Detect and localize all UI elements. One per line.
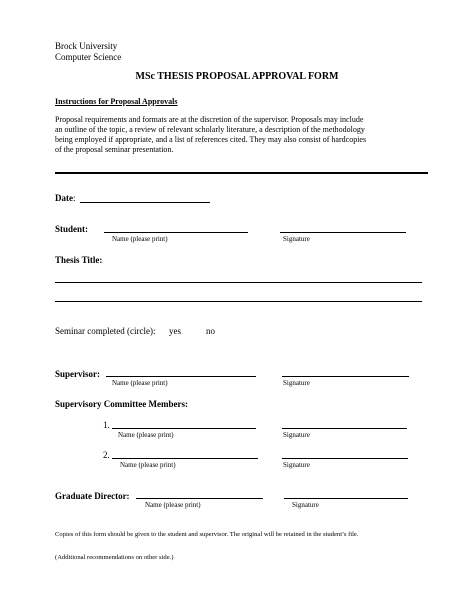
member-2-number: 2.	[103, 450, 110, 460]
member-2-name-field[interactable]	[112, 458, 258, 459]
instructions-paragraph	[55, 115, 425, 155]
supervisor-name-field[interactable]	[106, 376, 256, 377]
thesis-title-field-1[interactable]	[55, 282, 422, 283]
supervisor-label: Supervisor:	[55, 369, 100, 379]
instructions-line: Proposal requirements and formats are at the discretion of the supervisor. Proposals may include	[55, 115, 364, 124]
member-2-signature-field[interactable]	[282, 458, 408, 459]
section-divider	[55, 172, 428, 174]
member-1-signature-field[interactable]	[282, 428, 407, 429]
thesis-title-label: Thesis Title:	[55, 255, 103, 265]
instructions-line: being employed if appropriate, and a list of references cited. They may also consist of hardcopies	[55, 135, 367, 144]
date-label: Date	[55, 193, 73, 203]
member-2-signature-caption: Signature	[283, 461, 310, 469]
instructions-heading: Instructions for Proposal Approvals	[55, 97, 178, 106]
graduate-director-name-caption: Name (please print)	[145, 501, 201, 509]
member-1-name-field[interactable]	[112, 428, 256, 429]
student-signature-field[interactable]	[280, 232, 406, 233]
form-title: MSc THESIS PROPOSAL APPROVAL FORM	[135, 71, 339, 82]
date-field[interactable]	[80, 202, 210, 203]
supervisor-signature-caption: Signature	[283, 379, 310, 387]
supervisor-name-caption: Name (please print)	[112, 379, 168, 387]
graduate-director-signature-caption: Signature	[292, 501, 319, 509]
student-name-field[interactable]	[104, 232, 248, 233]
member-2-name-caption: Name (please print)	[120, 461, 176, 469]
graduate-director-signature-field[interactable]	[284, 498, 408, 499]
graduate-director-label: Graduate Director:	[55, 491, 130, 501]
copies-note: Copies of this form should be given to the student and supervisor. The original will be retained in the student’s file.	[55, 531, 359, 538]
instructions-line: an outline of the topic, a review of relevant scholarly literature, a description of the methodology	[55, 125, 365, 134]
date-row	[55, 193, 76, 204]
additional-note: (Additional recommendations on other side.)	[55, 554, 174, 561]
thesis-title-field-2[interactable]	[55, 301, 422, 302]
member-1-signature-caption: Signature	[283, 431, 310, 439]
graduate-director-name-field[interactable]	[136, 498, 263, 499]
university-name: Brock University	[55, 41, 118, 51]
supervisor-signature-field[interactable]	[282, 376, 409, 377]
date-colon: :	[73, 193, 76, 203]
member-1-name-caption: Name (please print)	[118, 431, 174, 439]
member-1-number: 1.	[103, 420, 110, 430]
student-name-caption: Name (please print)	[112, 235, 168, 243]
student-signature-caption: Signature	[283, 235, 310, 243]
instructions-line: of the proposal seminar presentation.	[55, 145, 174, 154]
committee-label: Supervisory Committee Members:	[55, 399, 188, 409]
seminar-no-option[interactable]: no	[206, 326, 215, 336]
department-name: Computer Science	[55, 52, 122, 62]
student-label: Student:	[55, 224, 89, 234]
seminar-yes-option[interactable]: yes	[169, 326, 181, 336]
seminar-label: Seminar completed (circle):	[55, 326, 156, 336]
